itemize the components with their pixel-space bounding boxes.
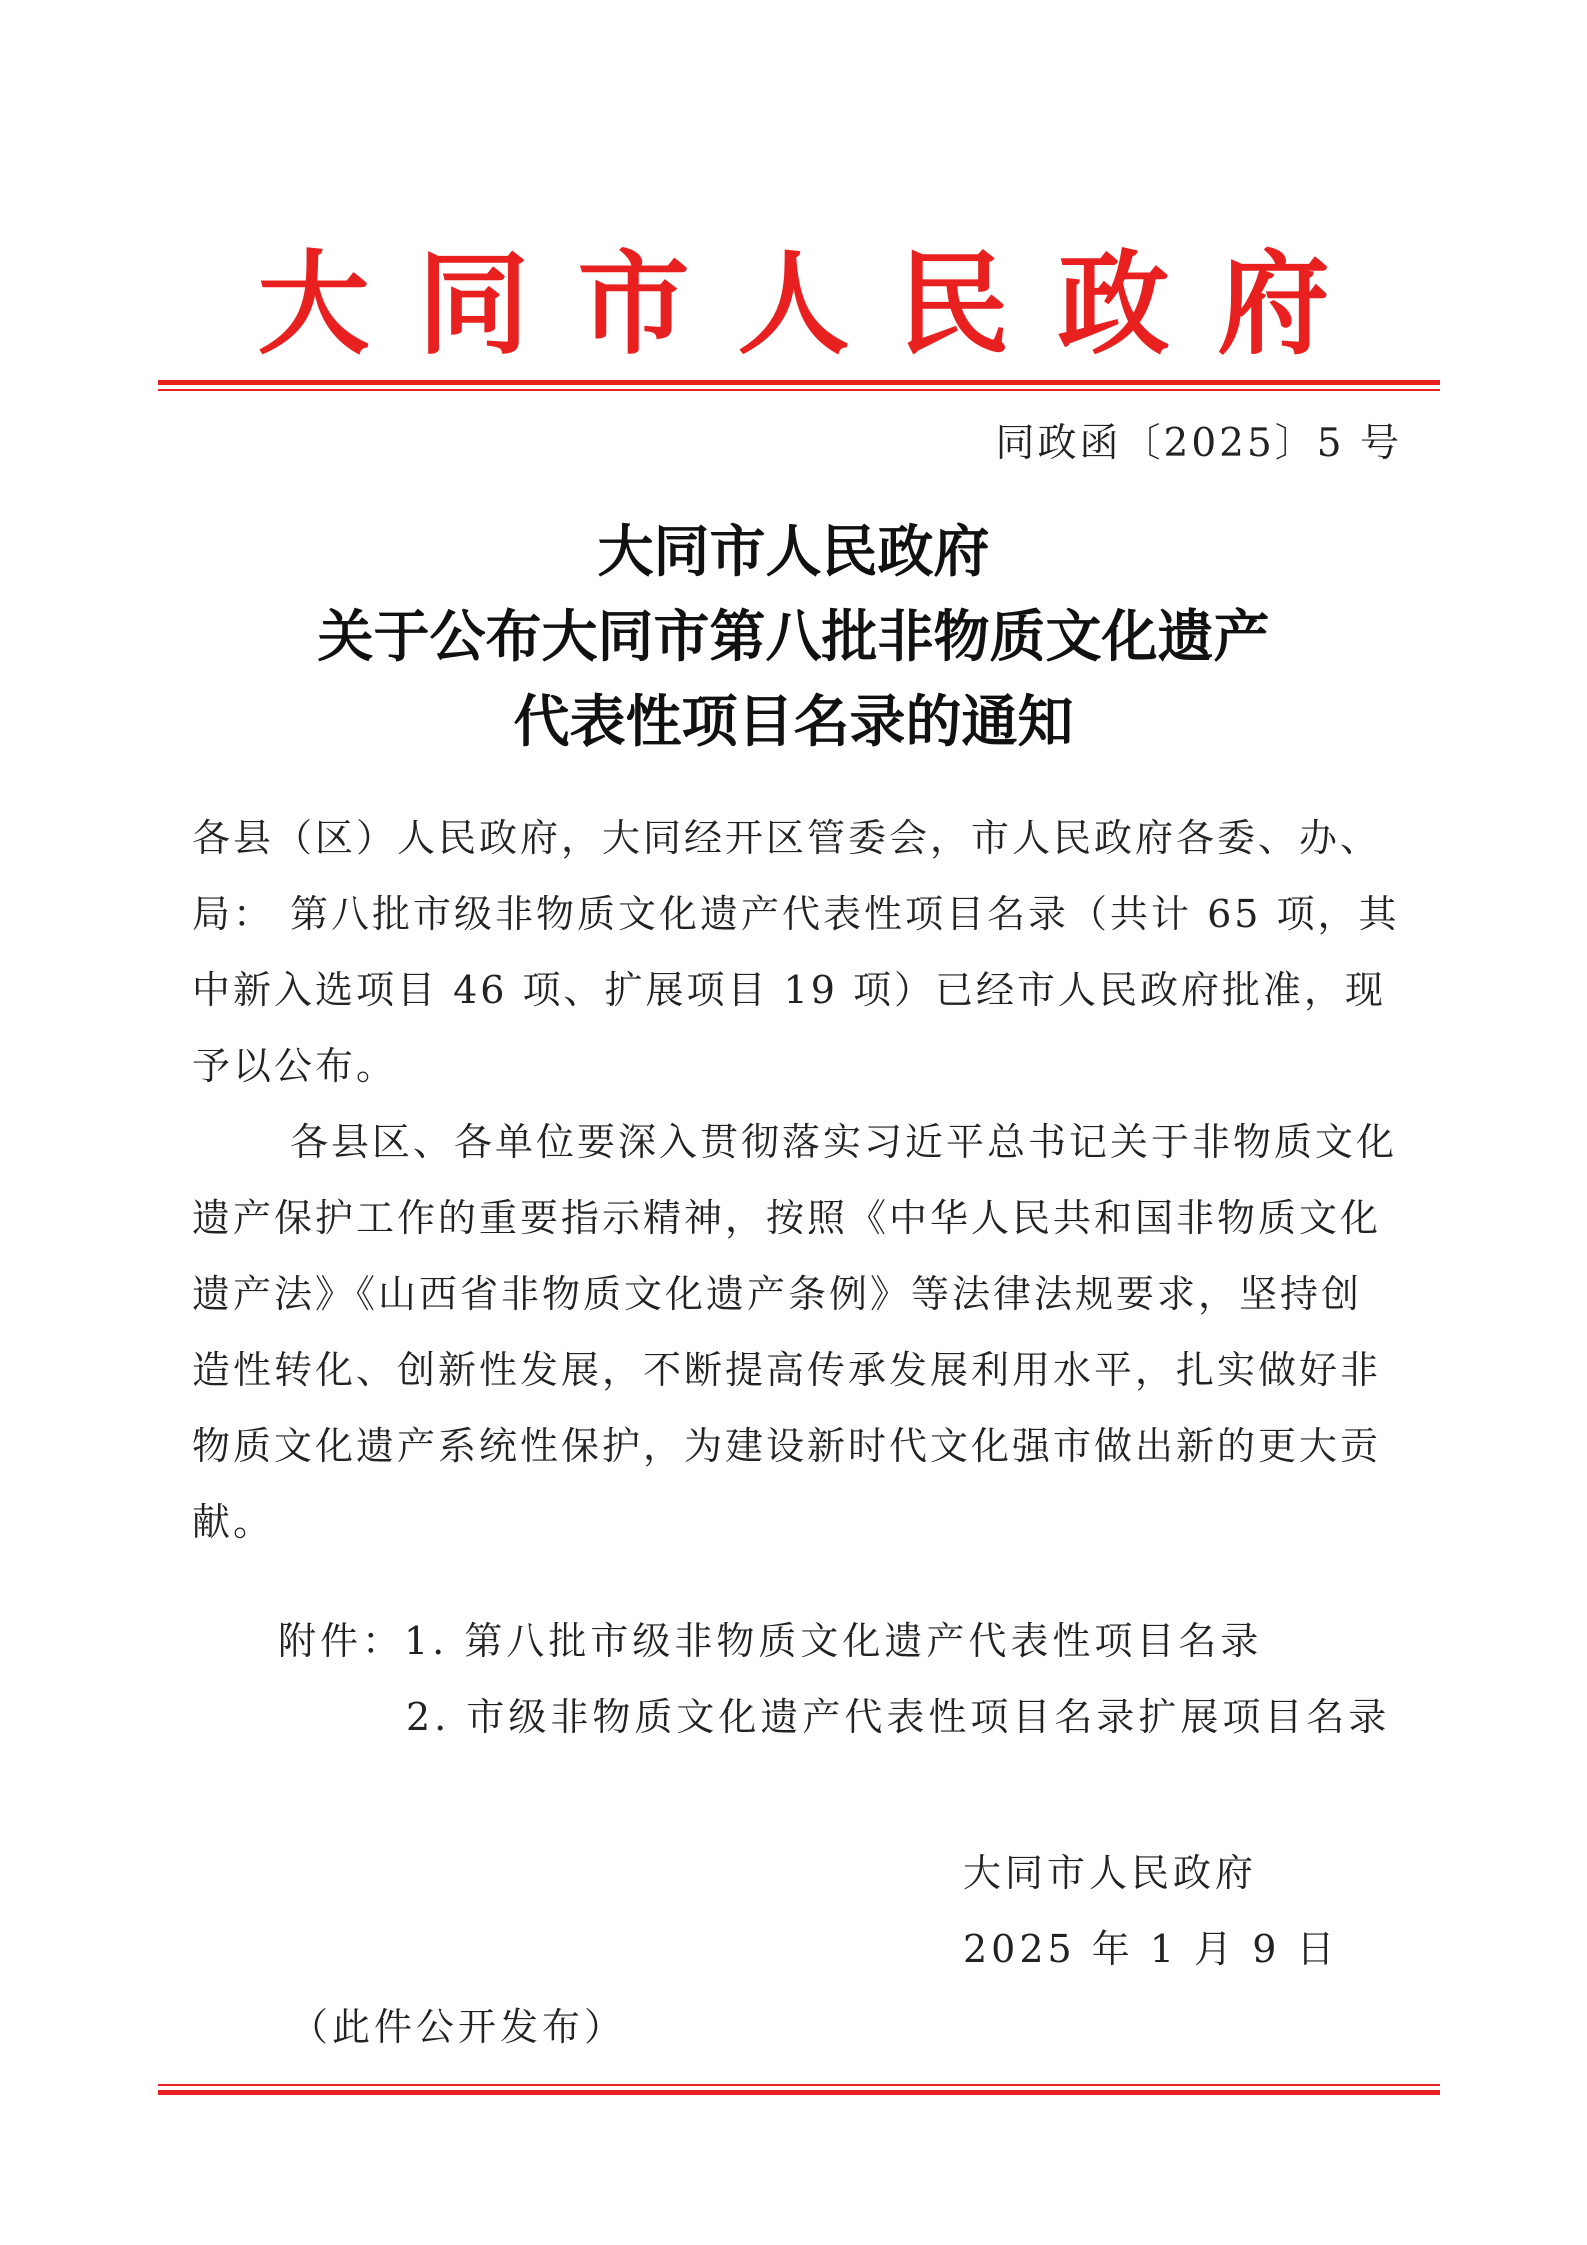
footer-divider-thin [158,2084,1440,2086]
header-divider-thick [158,380,1440,385]
footer-divider-thick [158,2090,1440,2095]
attachment-1: 附件：1. 第八批市级非物质文化遗产代表性项目名录 [278,1619,1263,1663]
header-divider-thin [158,389,1440,391]
issue-date: 2025 年 1 月 9 日 [963,1927,1339,1971]
masthead: 大同市人民政府 [257,240,1378,370]
title-line-2: 关于公布大同市第八批非物质文化遗产 [317,604,1270,670]
issuer-name: 大同市人民政府 [963,1851,1258,1895]
paragraph-2: 各县区、各单位要深入贯彻落实习近平总书记关于非物质文化遗产保护工作的重要指示精神，按照《中华人民共和国非物质文化遗产法》《山西省非物质文化遗产条例》等法律法规要求，坚持创造性转化、创新性发展，不断提高传承发展利用水平，扎实做好非物质文化遗产系统性保护，为建设新时代文化强市做出新的更大贡献。 [192,1120,1398,1544]
public-release-note: （此件公开发布） [290,2005,627,2049]
title-line-1: 大同市人民政府 [597,519,990,585]
attachment-2: 2. 市级非物质文化遗产代表性项目名录扩展项目名录 [406,1695,1391,1739]
document-title [0,510,1587,765]
title-line-3: 代表性项目名录的通知 [513,689,1074,755]
paragraph-1: 第八批市级非物质文化遗产代表性项目名录（共计 65 项，其中新入选项目 46 项、扩展项目 19 项）已经市人民政府批准，现予以公布。 [192,892,1400,1088]
salutation: 各县（区）人民政府，大同经开区管委会，市人民政府各委、办、局： [192,816,1382,936]
document-number: 同政函〔2025〕5 号 [995,421,1402,466]
